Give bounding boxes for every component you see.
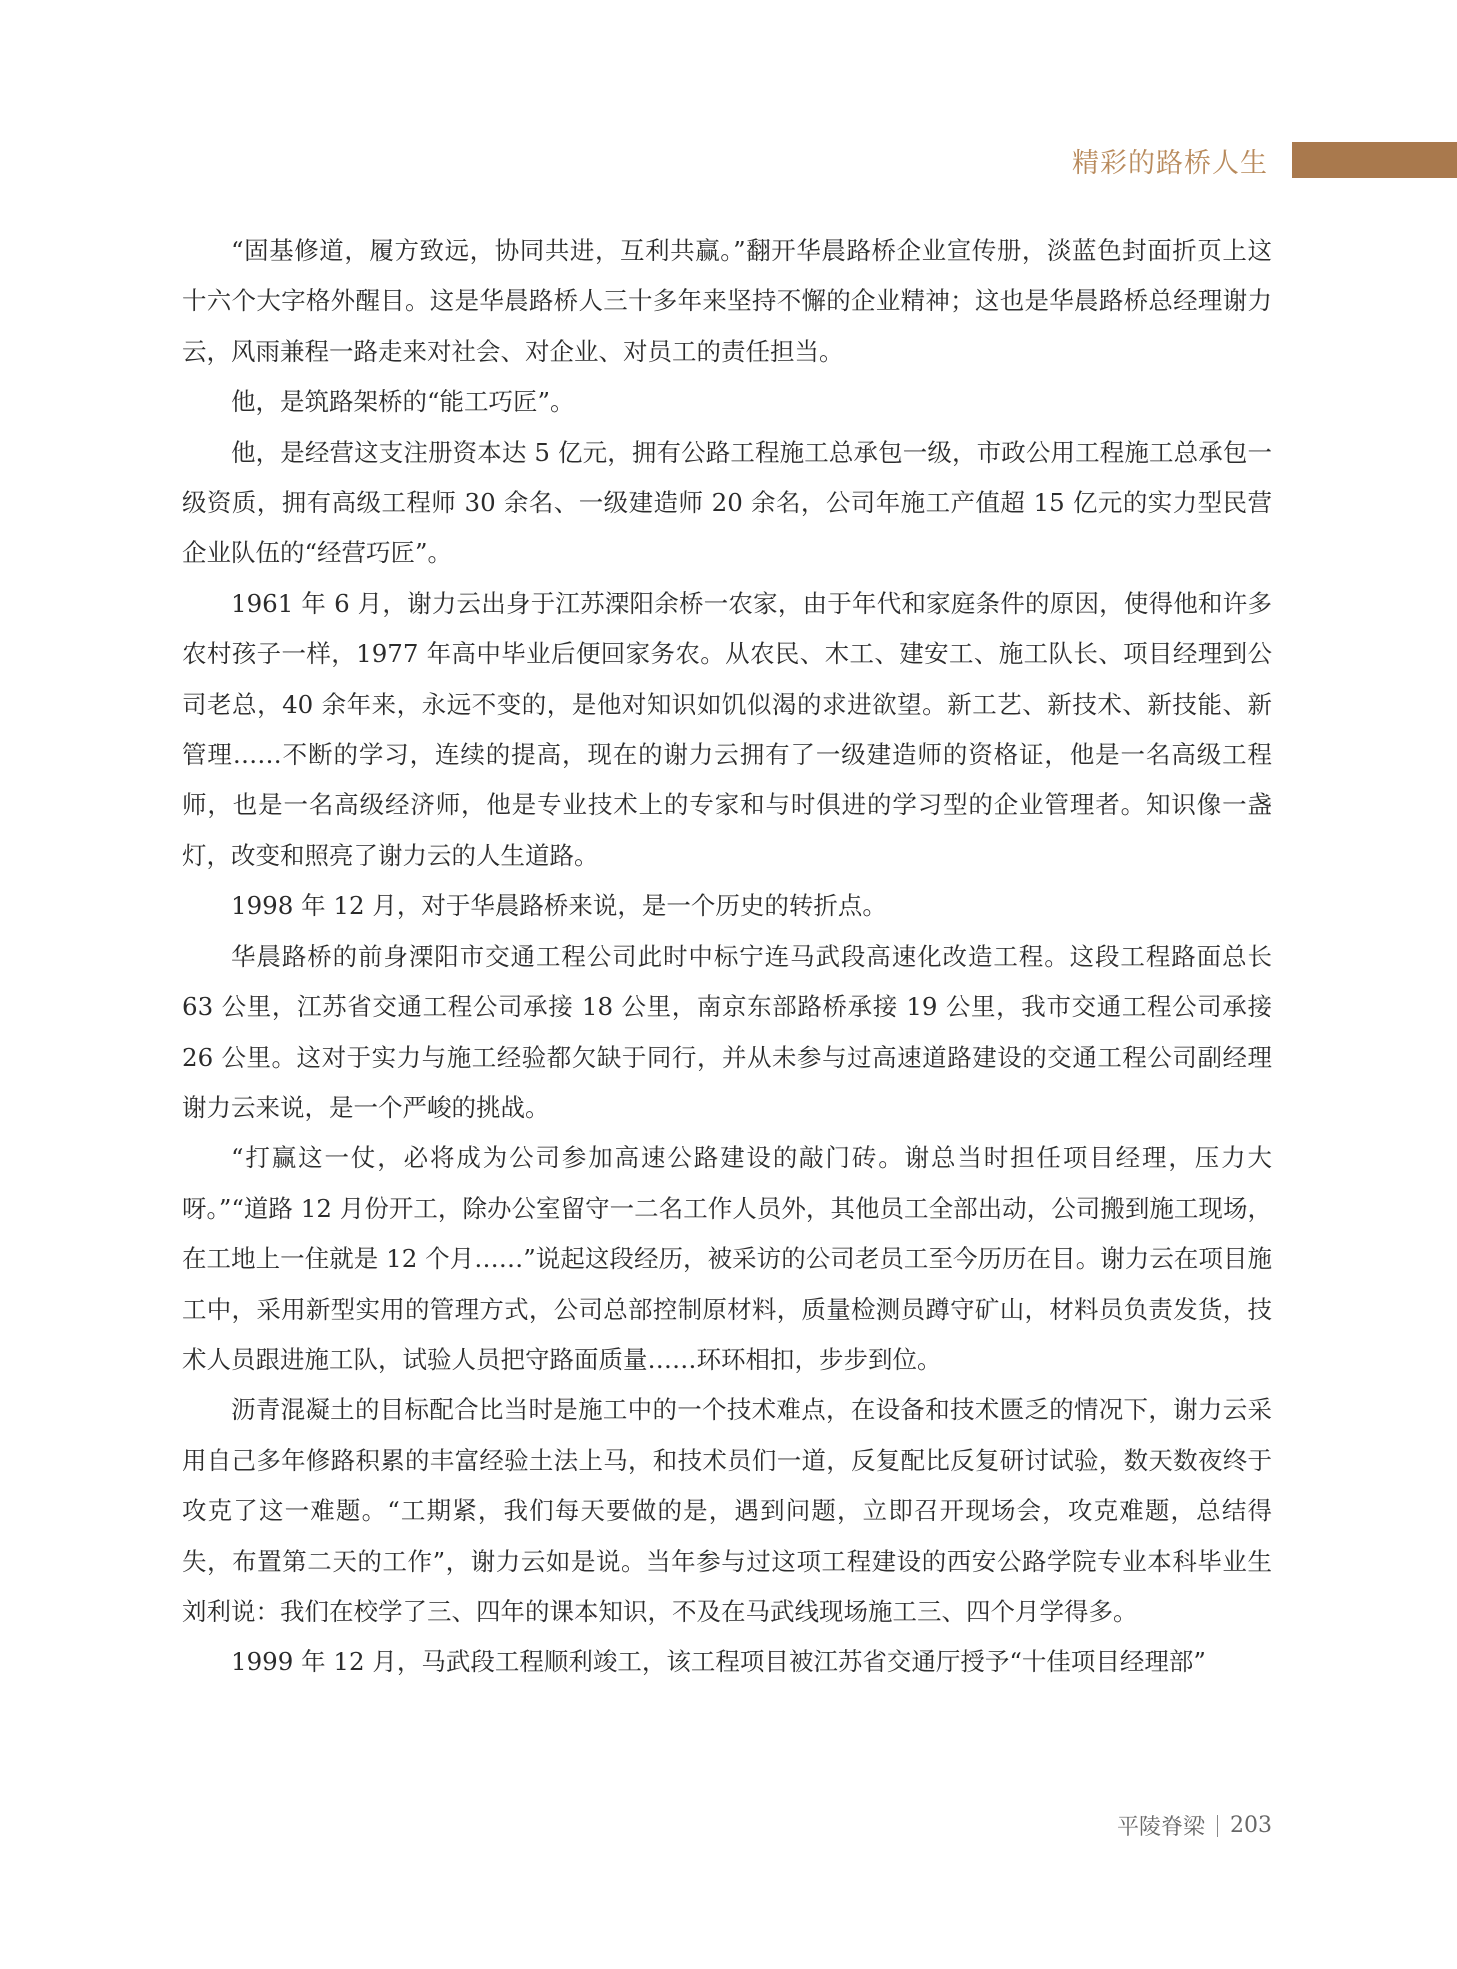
footer-divider — [1217, 1815, 1218, 1837]
paragraph-1: “固基修道，履方致远，协同共进，互利共赢。”翻开华晨路桥企业宣传册，淡蓝色封面折页上这十六个大字格外醒目。这是华晨路桥人三十多年来坚持不懈的企业精神；这也是华晨路桥总经理谢力云，风雨兼程一路走来对社会、对企业、对员工的责任担当。 — [182, 236, 1272, 366]
paragraph-3: 他，是经营这支注册资本达 5 亿元，拥有公路工程施工总承包一级，市政公用工程施工总承包一级资质，拥有高级工程师 30 余名、一级建造师 20 余名，公司年施工产值超 15 亿元的实力型民营企业队伍的“经营巧匠”。 — [182, 437, 1272, 568]
paragraph-5: 1998 年 12 月，对于华晨路桥来说，是一个历史的转折点。 — [231, 891, 887, 921]
chapter-title: 精彩的路桥人生 — [1072, 147, 1268, 179]
paragraph-7: “打赢这一仗，必将成为公司参加高速公路建设的敲门砖。谢总当时担任项目经理，压力大呀。”“道路 12 月份开工，除办公室留守一二名工作人员外，其他员工全部出动，公司搬到施工现场，在工地上一住就是 12 个月……”说起这段经历，被采访的公司老员工至今历历在目。谢力云在项目施工中，采用新型实用的管理方式，公司总部控制原材料，质量检测员蹲守矿山，材料员负责发货，技术人员跟进施工队，试验人员把守路面质量……环环相扣，步步到位。 — [182, 1143, 1272, 1374]
header-accent-bar — [1292, 142, 1457, 178]
paragraph-2: 他，是筑路架桥的“能工巧匠”。 — [231, 387, 575, 417]
book-title: 平陵脊梁 — [1116, 1815, 1205, 1840]
paragraph-4: 1961 年 6 月，谢力云出身于江苏溧阳余桥一农家，由于年代和家庭条件的原因，使得他和许多农村孩子一样，1977 年高中毕业后便回家务农。从农民、木工、建安工、施工队长、项目经理到公司老总，40 余年来，永远不变的，是他对知识如饥似渴的求进欲望。新工艺、新技术、新技能、新管理……不断的学习，连续的提高，现在的谢力云拥有了一级建造师的资格证，他是一名高级工程师，也是一名高级经济师，他是专业技术上的专家和与时俱进的学习型的企业管理者。知识像一盏灯，改变和照亮了谢力云的人生道路。 — [182, 588, 1272, 870]
paragraph-8: 沥青混凝土的目标配合比当时是施工中的一个技术难点，在设备和技术匮乏的情况下，谢力云采用自己多年修路积累的丰富经验土法上马，和技术员们一道，反复配比反复研讨试验，数天数夜终于攻克了这一难题。“工期紧，我们每天要做的是，遇到问题，立即召开现场会，攻克难题，总结得失，布置第二天的工作”，谢力云如是说。当年参与过这项工程建设的西安公路学院专业本科毕业生刘利说：我们在校学了三、四年的课本知识，不及在马武线现场施工三、四个月学得多。 — [182, 1395, 1272, 1626]
page-footer — [1117, 1810, 1272, 1841]
running-header — [1072, 142, 1457, 178]
page-number: 203 — [1230, 1813, 1272, 1838]
paragraph-6: 华晨路桥的前身溧阳市交通工程公司此时中标宁连马武段高速化改造工程。这段工程路面总长 63 公里，江苏省交通工程公司承接 18 公里，南京东部路桥承接 19 公里，我市交通工程公司承接 26 公里。这对于实力与施工经验都欠缺于同行，并从未参与过高速道路建设的交通工程公司副经理谢力云来说，是一个严峻的挑战。 — [182, 941, 1272, 1122]
article-body — [182, 226, 1272, 1688]
paragraph-9: 1999 年 12 月，马武段工程顺利竣工，该工程项目被江苏省交通厅授予“十佳项目经理部” — [231, 1647, 1206, 1677]
